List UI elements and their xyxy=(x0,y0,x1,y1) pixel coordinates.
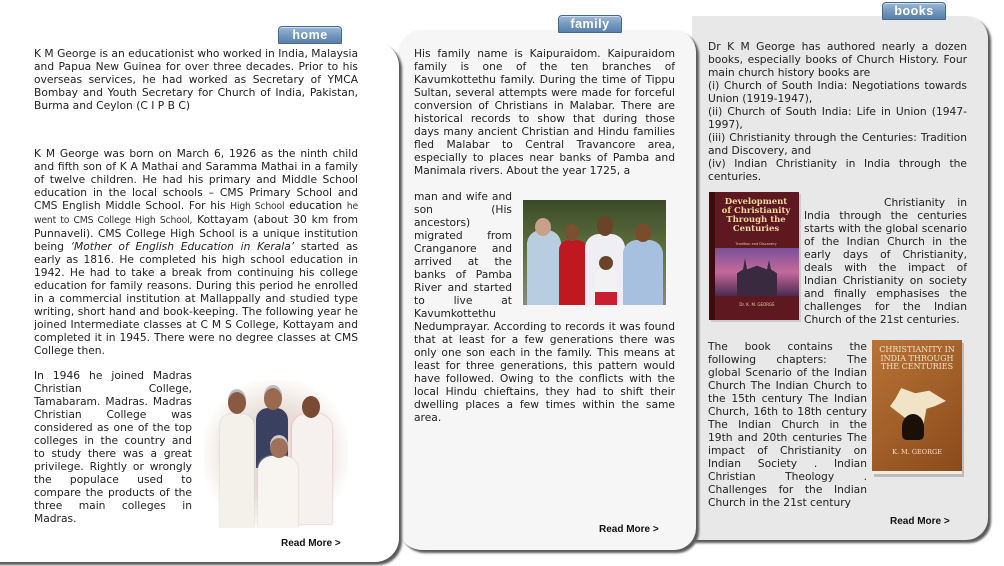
family-para1: His family name is Kaipuraidom. Kaipuraidom family is one of the ten branches of Kavumkottethu family. During the time of Tippu Sultan, several attempts were made for forceful conversion of Christians in Malabar. There are historical records to show that during those days many ancient Christian and Hindu families fled Malabar to Central Travancore area, especially to places near banks of Pamba and Manimala rivers. About the year 1725, a xyxy=(414,47,675,177)
books-list-item: (iv) Indian Christianity in India through the centuries. xyxy=(708,157,967,183)
home-para2-highschool: High School xyxy=(230,201,285,212)
book1-title-line: Through the xyxy=(726,215,786,225)
church-silhouette-icon xyxy=(902,414,924,440)
book1-author: Dr. K. M. GEORGE xyxy=(739,302,775,307)
books-intro-block xyxy=(708,40,967,183)
tab-books[interactable]: books xyxy=(882,2,946,20)
book1-title-line: of Christianity xyxy=(721,206,791,216)
book1-cathedral-image xyxy=(715,248,799,296)
home-para2-b: Kottayam (about 30 km from Punnaveli). CMS College High School is a unique institution being xyxy=(34,213,358,253)
books-list-item: (ii) Church of South India: Life in Union (1947-1997), xyxy=(708,105,967,131)
home-para2-education: education xyxy=(289,199,343,212)
books-intro: Dr K M George has authored nearly a dozen books, especially books of Church History. Four main church history books are xyxy=(708,40,967,79)
book-cover-development-of-christianity[interactable] xyxy=(709,192,799,320)
book1-subtitle: Tradition and Discovery xyxy=(735,242,777,246)
books-desc2: The book contains the following chapters: The global Scenario of the Indian Church The Indian Church to the 15th century The Indian Church, 16th to 18th century The Indian Church in the 19th and 20th centuries The impact of Christianity on Indian Society . Indian Christian Theology . Challenges for the Indian Church in the 21st century xyxy=(708,340,867,509)
home-para2-a: K M George was born on March 6, 1926 as the ninth child and fifth son of K A Mathai and Saramma Mathai in a family of twelve children. He had his primary and Middle School education in the local schools – CMS Primary School and CMS English Middle School. For his xyxy=(34,147,358,212)
books-desc1-side xyxy=(804,196,967,326)
books-read-more-link[interactable]: Read More > xyxy=(890,516,950,527)
book1-title-line: Centuries xyxy=(732,224,780,234)
home-read-more-link[interactable]: Read More > xyxy=(281,538,341,549)
tab-family[interactable]: family xyxy=(558,15,622,33)
book1-title-line: Development xyxy=(724,197,788,207)
books-desc1: Christianity in India through the centuries starts with the global scenario of the Indian Church in the early days of Christianity, deals with the impact of Indian Christianity on society and finally emphasises the challenges for the Indian Church of the 21st centuries. xyxy=(804,196,967,326)
home-para2 xyxy=(34,147,358,357)
family-para-side: man and wife and son (His ancestors) migrated from Cranganore and arrived at the banks of Pamba River and started to live at Kavumkottethu xyxy=(414,190,512,320)
home-para2-went: he went to CMS College High School, xyxy=(34,201,358,226)
home-para2-c: started as early as 1816. He completed his high school education in 1942. He had to take a break from continuing his college education for family reasons. During this period he enrolled in a commercial institution at Mallappally and studied type writing, short hand and book-keeping. The following year he joined Intermediate classes at C M S College, Kottayam and completed it in 1945. There were no degree classes at CMS College then. xyxy=(34,240,358,357)
tab-home[interactable]: home xyxy=(278,26,342,44)
family-photo[interactable] xyxy=(523,200,666,305)
home-para2-block xyxy=(34,147,358,357)
family-para1-block xyxy=(414,47,675,177)
books-desc2-block xyxy=(708,340,867,509)
home-family-photo[interactable] xyxy=(204,380,348,528)
home-para3: In 1946 he joined Madras Christian College, Tamabaram. Madras. Madras Christian College was considered as one of the top colleges in the country and to study there was a great privilege. Rightly or wrongly the populace used to compare the products of the three main colleges in Madras. xyxy=(34,369,192,525)
book-cover-christianity-in-india[interactable] xyxy=(872,340,962,474)
family-side-block xyxy=(414,190,512,320)
book2-author: K. M. GEORGE xyxy=(892,448,942,456)
family-para2-block xyxy=(414,320,675,424)
books-list-item: (iii) Christianity through the Centuries: Tradition and Discovery, and xyxy=(708,131,967,157)
home-para1: K M George is an educationist who worked in India, Malaysia and Papua New Guinea for over three decades. Prior to his overseas services, he had worked as Secretary of YMCA Bombay and Youth Secretary for Church of India, Pakistan, Burma and Ceylon (C I P B C) xyxy=(34,47,358,112)
book2-title: CHRISTIANITY IN INDIA THROUGH THE CENTURIES xyxy=(879,345,955,371)
family-read-more-link[interactable]: Read More > xyxy=(599,524,659,535)
home-para1-block xyxy=(34,47,358,112)
books-list-item: (i) Church of South India: Negotiations towards Union (1919-1947), xyxy=(708,79,967,105)
home-para2-quote: ‘Mother of English Education in Kerala’ xyxy=(70,240,295,253)
home-para3-block xyxy=(34,369,192,525)
family-para2: Nedumprayar. According to records it was found that at least for a few generations there was only one son each in the family. This means at least for three generations, this pattern would have followed. Owing to the conflicts with the local Hindu chieftains, they had to shift their dwelling places a few times within the same area. xyxy=(414,320,675,424)
